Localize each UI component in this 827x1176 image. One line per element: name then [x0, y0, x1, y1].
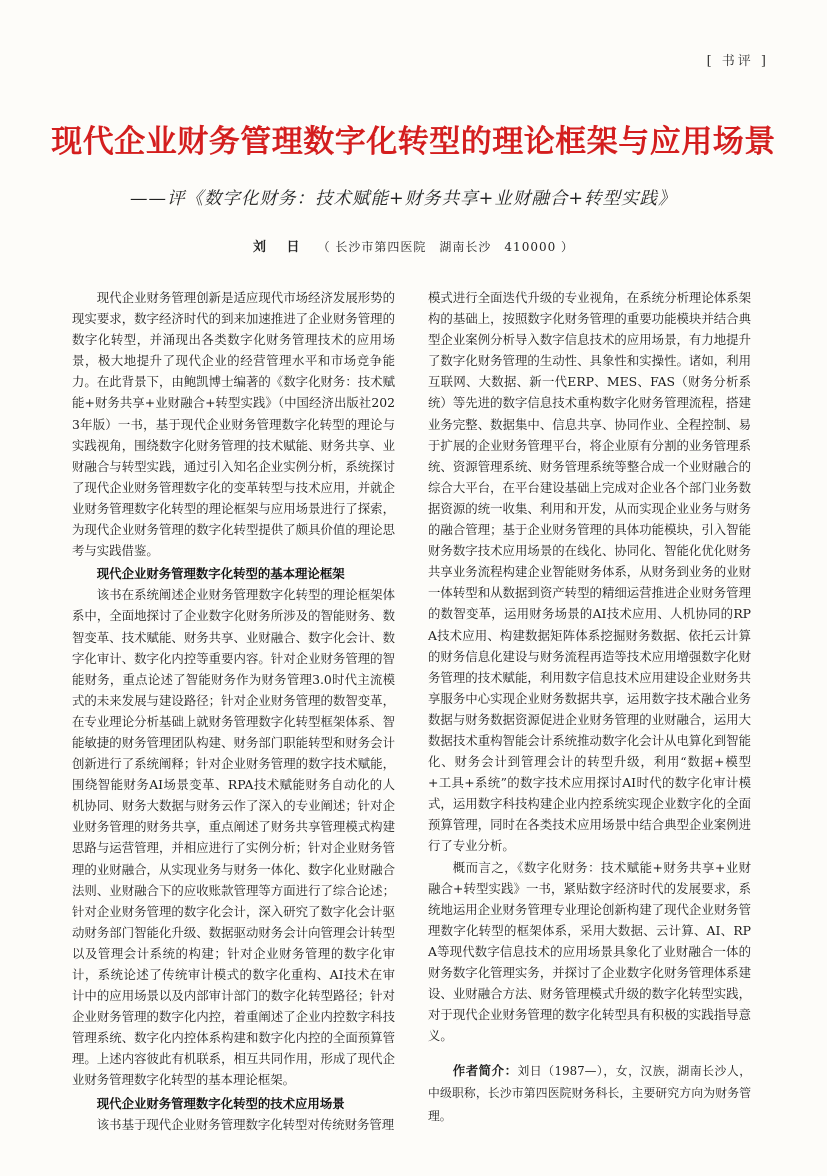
article-title: 现代企业财务管理数字化转型的理论框架与应用场景 [51, 124, 776, 160]
paragraph-application-continued: 模式进行全面迭代升级的专业视角，在系统分析理论体系架构的基础上，按照数字化财务管理的重要功能模块并结合典型企业案例分析导入数字信息技术的应用场景，有力地提升了数字化财务管理的生动性、具象性和实操性。诸如，利用互联网、大数据、新一代ERP、MES、FAS（财务分析系统）等先进的数字信息技术重构数字化财务管理流程，搭建业务完整、数据集中、信息共享、协同作业、全程控制、易于扩展的企业财务管理平台，将企业原有分割的业务管理系统、资源管理系统、财务管理系统等整合成一个业财融合的综合大平台，在平台建设基础上完成对企业各个部门业务数据资源的统一收集、利用和开发，从而实现企业业务与财务的融合管理；基于企业财务管理的具体功能模块，引入智能财务数字技术应用场景的在线化、协同化、智能化优化财务共享业务流程构建企业智能财务体系，从财务到业务的业财一体转型和从数据到资产转型的精细运营推进企业财务管理的数智变革，运用财务场景的AI技术应用、人机协同的RPA技术应用、构建数据矩阵体系挖掘财务数据、依托云计算的财务信息化建设与财务流程再造等技术应用增强数字化财务管理的技术赋能，利用数字信息技术应用建设企业财务共享服务中心实现企业财务数据共享，运用数字技术融合业务数据与财务数据资源促进企业财务管理的业财融合，运用大数据技术重构智能会计系统推动数字化会计从电算化到智能化、财务会计到管理会计的转型升级，利用“数据+模型+工具+系统”的数字技术应用探讨AI时代的数字化审计模式，运用数字科技构建企业内控系统实现企业数字化的全面预算管理，同时在各类技术应用场景中结合典型企业案例进行了专业分析。 [428, 290, 751, 854]
author-name: 刘 日 [252, 240, 308, 255]
author-bio-text: 刘日（1987—），女，汉族，湖南长沙人，中级职称，长沙市第四医院财务科长，主要研究方向为财务管理。 [428, 1064, 752, 1123]
paragraph-application: 该书基于现代企业财务管理数字化转型对传统财务管理 [96, 1116, 395, 1132]
right-column [428, 287, 752, 1123]
paragraph-intro: 现代企业财务管理创新是适应现代市场经济发展形势的现实要求，数字经济时代的到来加速推进了企业财务管理的数字化转型，并涌现出各类数字化财务管理技术的应用场景，极大地提升了现代企业的经营管理水平和市场竞争能力。在此背景下，由鲍凯博士编著的《数字化财务：技术赋能+财务共享+业财融合+转型实践》（中国经济出版社2023年版）一书，基于现代企业财务管理数字化转型的理论与实践视角，围绕数字化财务管理的技术赋能、财务共享、业财融合与转型实践，通过引入知名企业实例分析，系统探讨了现代企业财务管理数字化的变革转型与技术应用，并就企业财务管理数字化转型的理论框架与应用场景进行了探索，为现代企业财务管理的数字化转型提供了颇具价值的理论思考与实践借鉴。 [72, 290, 395, 559]
paragraph-theory: 该书在系统阐述企业财务管理数字化转型的理论框架体系中，全面地探讨了企业数字化财务所涉及的智能财务、数智变革、技术赋能、财务共享、业财融合、数字化会计、数字化审计、数字化内控等重要内容。针对企业财务管理的智能财务，重点论述了智能财务作为财务管理3.0时代主流模式的未来发展与建设路径；针对企业财务管理的数智变革，在专业理论分析基础上就财务管理数字化转型框架体系、智能敏捷的财务管理团队构建、财务部门职能转型和财务会计创新进行了系统阐释；针对企业财务管理的数字技术赋能，围绕智能财务AI场景变革、RPA技术赋能财务自动化的人机协同、财务大数据与财务云作了深入的专业阐述；针对企业财务管理的财务共享，重点阐述了财务共享管理模式构建思路与运营管理，并相应进行了实例分析；针对企业财务管理的业财融合，从实现业务与财务一体化、数字化业财融合法则、业财融合下的应收账款管理等方面进行了综合论述；针对企业财务管理的数字化会计，深入研究了数字化会计驱动财务部门智能化升级、数据驱动财务会计向管理会计转型以及管理会计系统的构建；针对企业财务管理的数字化审计，系统论述了传统审计模式的数字化重构、AI技术在审计中的应用场景以及内部审计部门的数字化转型路径；针对企业财务管理的数字化内控，着重阐述了企业内控数字科技管理系统、数字化内控体系构建和数字化内控的全面预算管理。上述内容彼此有机联系，相互共同作用，形成了现代企业财务管理数字化转型的基本理论框架。 [72, 587, 395, 1088]
left-column [72, 287, 395, 1137]
author-bio [428, 1060, 751, 1126]
author-affiliation: （ 长沙市第四医院 湖南长沙 410000 ） [317, 240, 575, 254]
paragraph-conclusion: 概而言之，《数字化财务：技术赋能+财务共享+业财融合+转型实践》一书，紧贴数字经济时代的发展要求，系统地运用企业财务管理专业理论创新构建了现代企业财务管理数字化转型的框架体系，采用大数据、云计算、AI、RPA等现代数字信息技术的应用场景具象化了业财融合一体的财务数字化管理实务，并探讨了企业数字化财务管理体系建设、业财融合方法、财务管理模式升级的数字化转型实践，对于现代企业财务管理的数字化转型具有积极的实践指导意义。 [428, 859, 751, 1044]
section-heading-theory: 现代企业财务管理数字化转型的基本理论框架 [96, 566, 345, 582]
author-bio-label: 作者简介： [452, 1063, 518, 1079]
author-line [0, 236, 827, 255]
section-heading-application: 现代企业财务管理数字化转型的技术应用场景 [96, 1095, 345, 1111]
article-subtitle: ——评《数字化财务：技术赋能+财务共享+业财融合+转型实践》 [130, 189, 677, 209]
column-tag: [ 书评 ] [706, 54, 769, 69]
